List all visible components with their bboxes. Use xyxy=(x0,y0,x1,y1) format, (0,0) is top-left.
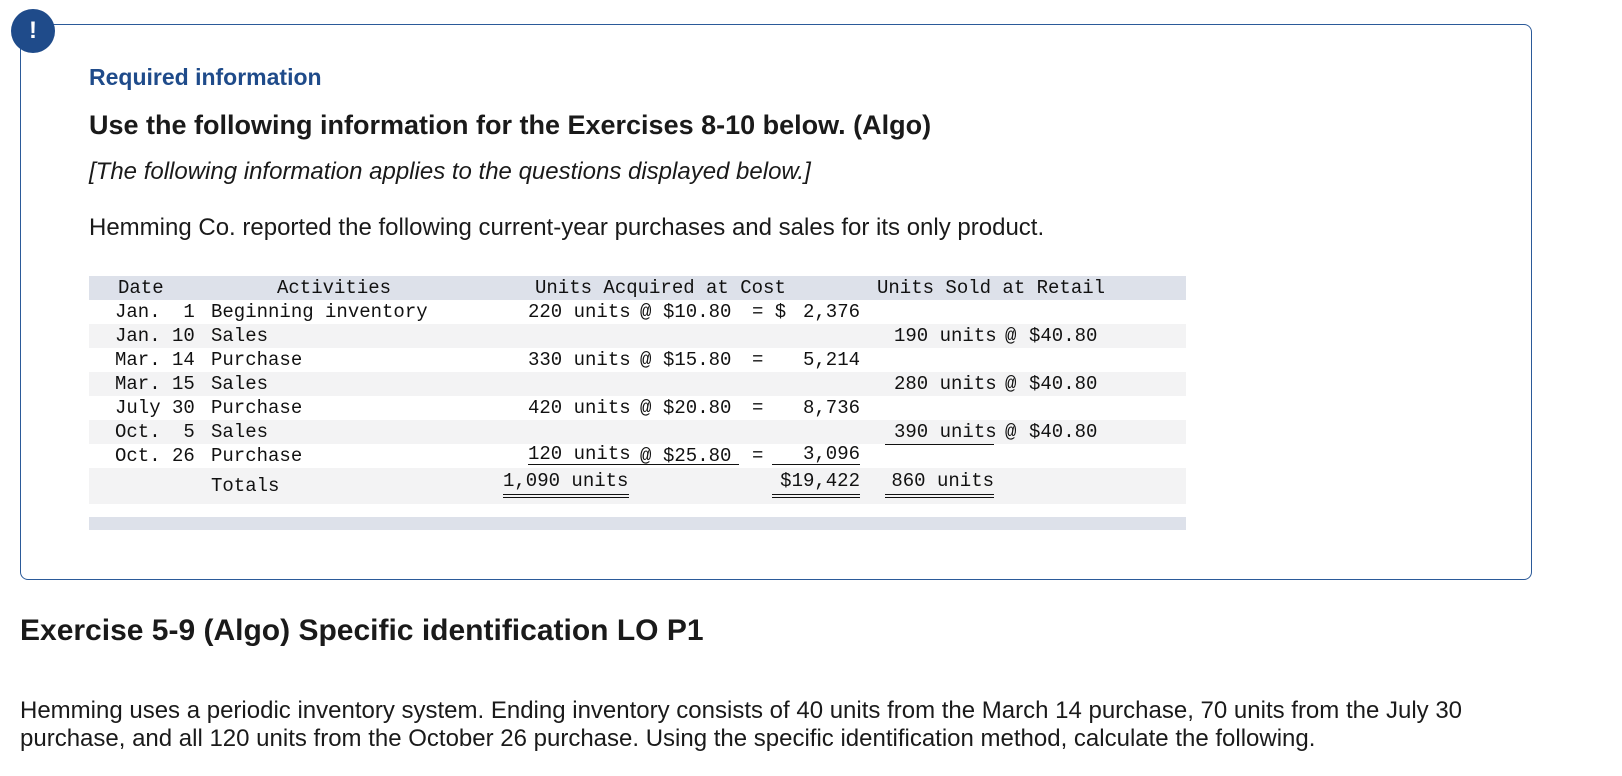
header-units-sold: Units Sold at Retail xyxy=(877,277,1106,299)
row-sold-price: $40.80 xyxy=(1029,325,1098,347)
row-activity: Sales xyxy=(211,421,269,443)
row-acq-total: 5,214 xyxy=(802,349,860,371)
row-date: Mar. 15 xyxy=(115,373,195,395)
totals-acq-total: $19,422 xyxy=(772,468,860,498)
totals-sold-units: 860 units xyxy=(885,468,994,498)
row-acq-total: 3,096 xyxy=(772,444,860,465)
table-row xyxy=(89,348,1186,372)
row-date: July 30 xyxy=(115,397,195,419)
row-date: Jan. 10 xyxy=(115,325,195,347)
row-acq-total: 2,376 xyxy=(802,301,860,323)
row-sold-units: 390 units xyxy=(894,421,997,443)
row-date: Oct. 5 xyxy=(115,421,195,443)
row-sold-units: 190 units xyxy=(894,325,997,347)
row-sold-at: @ xyxy=(1005,325,1017,347)
sold-underline xyxy=(885,444,994,445)
table-row xyxy=(89,444,1186,468)
info-note: [The following information applies to the questions displayed below.] xyxy=(89,158,811,185)
row-acq-equals: = xyxy=(752,445,764,467)
row-acq-at: @ xyxy=(640,301,652,323)
totals-acq-units: 1,090 units xyxy=(503,468,629,498)
totals-row xyxy=(89,468,1186,504)
row-acq-equals: = xyxy=(752,397,764,419)
row-acq-at: @ xyxy=(640,349,652,371)
row-activity: Purchase xyxy=(211,397,303,419)
row-sold-at: @ xyxy=(1005,373,1017,395)
row-activity: Purchase xyxy=(211,445,303,467)
row-sold-at: @ xyxy=(1005,421,1017,443)
row-acq-total: 8,736 xyxy=(802,397,860,419)
row-sold-price: $40.80 xyxy=(1029,373,1098,395)
row-date: Oct. 26 xyxy=(115,445,195,467)
exercise-body: Hemming uses a periodic inventory system. Ending inventory consists of 40 units from the March 14 purchase, 70 units from the July 30 purchase, and all 120 units from the October 26 purchase. Using the specific identification method, calculate the following. xyxy=(20,697,1463,752)
table-header-row xyxy=(89,276,1186,300)
row-acq-units: 120 units xyxy=(528,444,739,465)
row-activity: Beginning inventory xyxy=(211,301,428,323)
table-row xyxy=(89,396,1186,420)
required-info-label: Required information xyxy=(89,64,322,90)
table-footer-bar xyxy=(89,517,1186,530)
row-acq-price: $25.80 xyxy=(663,445,732,467)
row-acq-equals: = xyxy=(752,349,764,371)
row-acq-at: @ xyxy=(640,397,652,419)
row-acq-price: $15.80 xyxy=(663,349,732,371)
row-acq-price: $10.80 xyxy=(663,301,732,323)
table-row xyxy=(89,420,1186,444)
row-date: Jan. 1 xyxy=(115,301,195,323)
row-acq-at: @ xyxy=(640,445,652,467)
header-units-acquired: Units Acquired at Cost xyxy=(535,277,786,299)
inventory-table xyxy=(89,276,1186,504)
row-sold-units: 280 units xyxy=(894,373,997,395)
row-activity: Sales xyxy=(211,373,269,395)
row-acq-units: 220 units xyxy=(528,301,631,323)
row-date: Mar. 14 xyxy=(115,349,195,371)
exercise-title: Exercise 5-9 (Algo) Specific identification LO P1 xyxy=(20,614,704,647)
header-date: Date xyxy=(118,277,164,299)
info-intro: Hemming Co. reported the following current-year purchases and sales for its only product. xyxy=(89,214,1045,241)
table-row xyxy=(89,324,1186,348)
row-acq-units: 330 units xyxy=(528,349,631,371)
alert-icon: ! xyxy=(11,9,55,53)
totals-label: Totals xyxy=(211,475,280,497)
row-acq-units: 420 units xyxy=(528,397,631,419)
info-heading: Use the following information for the Exercises 8-10 below. (Algo) xyxy=(89,110,932,140)
row-acq-equals: = $ xyxy=(752,301,787,323)
row-acq-price: $20.80 xyxy=(663,397,732,419)
row-sold-price: $40.80 xyxy=(1029,421,1098,443)
header-activities: Activities xyxy=(277,277,392,299)
row-activity: Purchase xyxy=(211,349,303,371)
row-activity: Sales xyxy=(211,325,269,347)
table-row xyxy=(89,372,1186,396)
table-row xyxy=(89,300,1186,324)
